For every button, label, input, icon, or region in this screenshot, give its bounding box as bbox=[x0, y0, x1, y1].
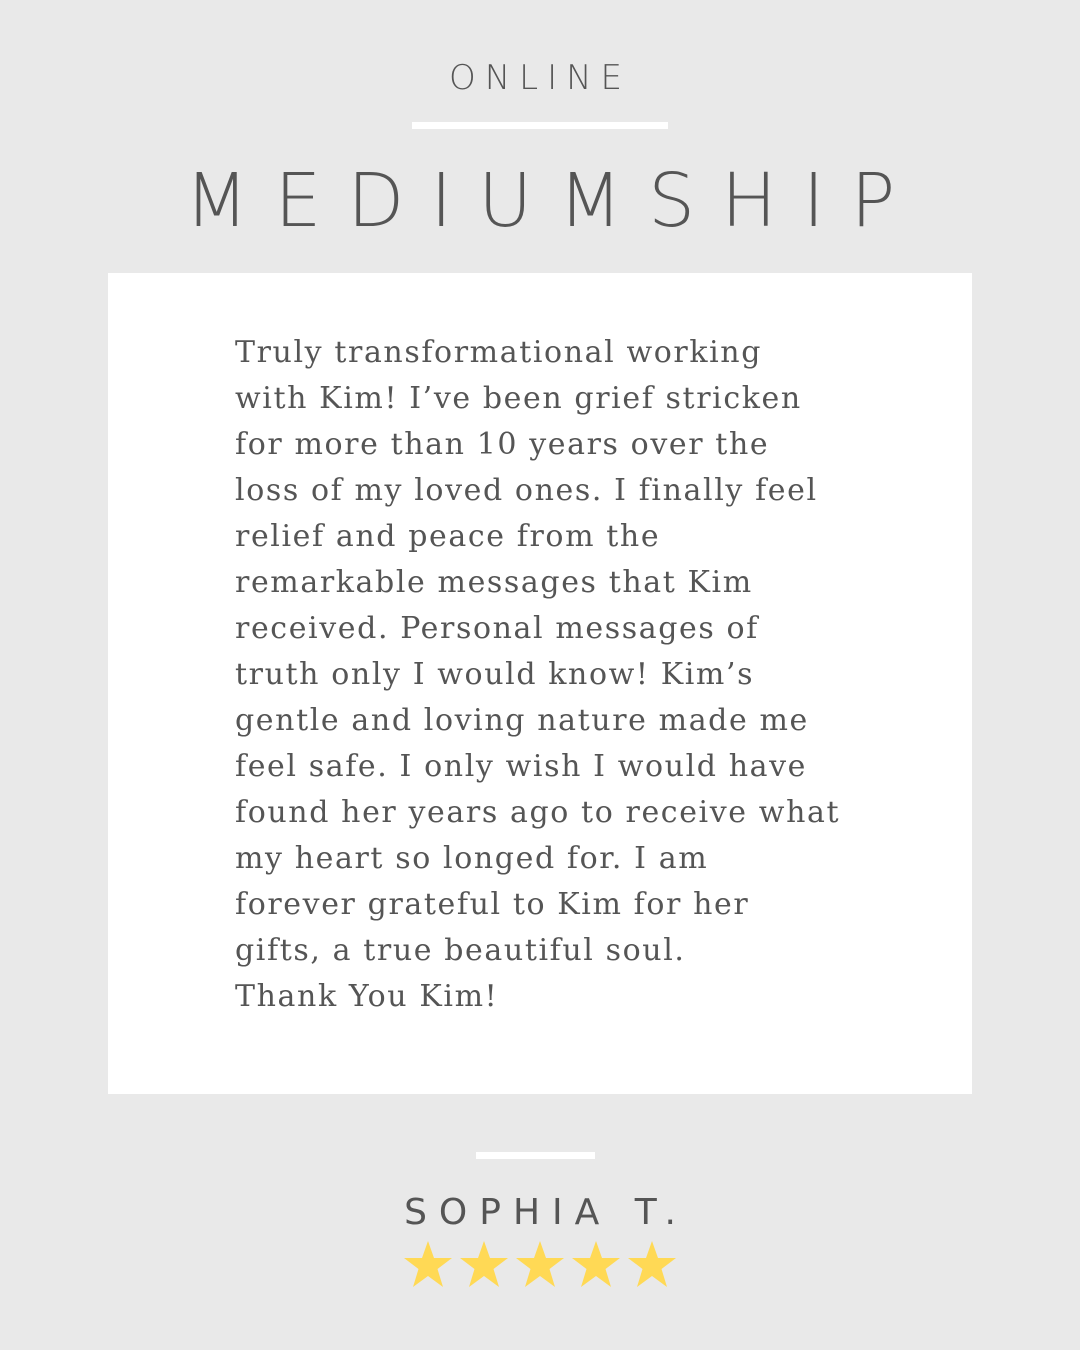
quote-line: feel safe. I only wish I would have bbox=[235, 749, 808, 784]
quote-line: for more than 10 years over the bbox=[235, 427, 770, 462]
quote-line: Thank You Kim! bbox=[235, 979, 499, 1014]
quote-line: forever grateful to Kim for her bbox=[235, 887, 750, 922]
quote-line: with Kim! I’ve been grief stricken bbox=[235, 381, 802, 416]
quote-line: Truly transformational working bbox=[235, 335, 763, 370]
eyebrow-label: ONLINE bbox=[448, 58, 632, 98]
star-rating bbox=[0, 1240, 1080, 1288]
star-icon bbox=[571, 1240, 621, 1288]
testimonial-text bbox=[235, 330, 840, 1020]
star-icon bbox=[403, 1240, 453, 1288]
star-icon bbox=[459, 1240, 509, 1288]
page-title: MEDIUMSHIP bbox=[184, 158, 922, 244]
quote-line: found her years ago to receive what bbox=[235, 795, 841, 830]
star-icon bbox=[515, 1240, 565, 1288]
quote-line: received. Personal messages of bbox=[235, 611, 759, 646]
quote-line: truth only I would know! Kim’s bbox=[235, 657, 755, 692]
divider-bottom bbox=[476, 1152, 595, 1159]
divider-top bbox=[412, 122, 668, 129]
quote-line: my heart so longed for. I am bbox=[235, 841, 709, 876]
quote-line: remarkable messages that Kim bbox=[235, 565, 753, 600]
quote-line: relief and peace from the bbox=[235, 519, 661, 554]
quote-line: gifts, a true beautiful soul. bbox=[235, 933, 686, 968]
star-icon bbox=[627, 1240, 677, 1288]
author-name: SOPHIA T. bbox=[404, 1192, 688, 1233]
quote-line: gentle and loving nature made me bbox=[235, 703, 809, 738]
quote-line: loss of my loved ones. I finally feel bbox=[235, 473, 818, 508]
